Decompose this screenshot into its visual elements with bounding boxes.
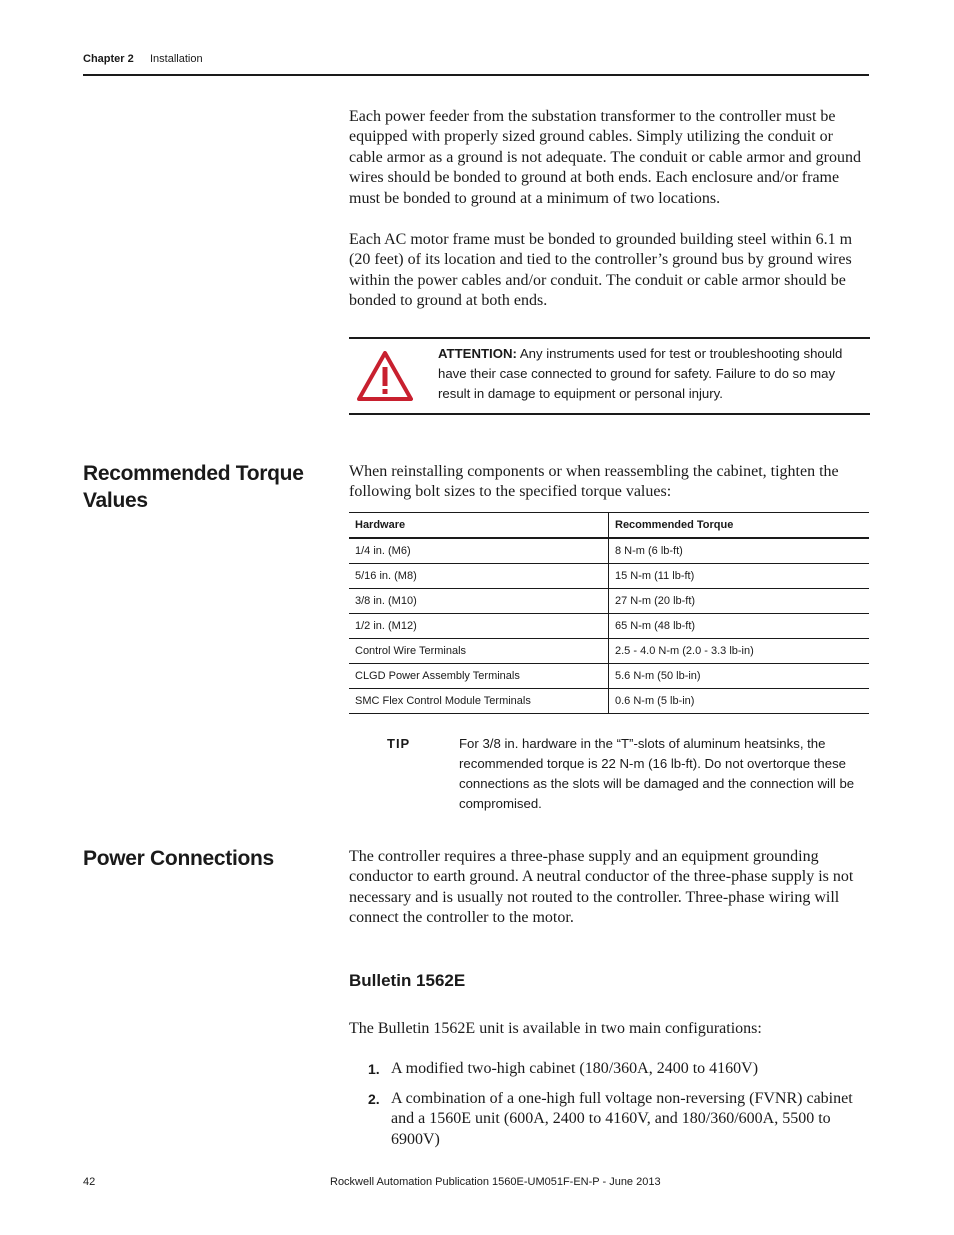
torque-cell: 27 N-m (20 lb-ft)	[609, 589, 870, 614]
torque-cell: 2.5 - 4.0 N-m (2.0 - 3.3 lb-in)	[609, 639, 870, 664]
grounding-paragraph-2: Each AC motor frame must be bonded to grounded building steel within 6.1 m (20 feet) of its location and tied to the controller’s ground bus by ground wires within the power cables and/or conduit. The conduit or cable armor should be bonded to ground at both ends.	[349, 231, 853, 310]
table-row	[349, 538, 869, 564]
power-heading: Power Connections	[83, 847, 274, 870]
hardware-cell: 1/4 in. (M6)	[349, 538, 609, 564]
column-header-torque: Recommended Torque	[609, 513, 870, 539]
table-row	[349, 639, 869, 664]
table-row	[349, 564, 869, 589]
column-header-hardware: Hardware	[349, 513, 609, 539]
hardware-cell: SMC Flex Control Module Terminals	[349, 689, 609, 714]
hardware-cell: Control Wire Terminals	[349, 639, 609, 664]
torque-heading: Recommended Torque Values	[83, 462, 304, 512]
publication-info: Rockwell Automation Publication 1560E-UM051F-EN-P - June 2013	[330, 1176, 661, 1188]
list-text: A modified two-high cabinet (180/360A, 2400 to 4160V)	[391, 1060, 759, 1077]
tip-text: For 3/8 in. hardware in the “T”-slots of aluminum heatsinks, the recommended torque is 22 N-m (16 lb-ft). Do not overtorque these connections as the slots will be damaged and the connection will be compromised.	[459, 736, 855, 811]
hardware-cell: 5/16 in. (M8)	[349, 564, 609, 589]
attention-label: ATTENTION:	[438, 346, 517, 361]
torque-cell: 5.6 N-m (50 lb-in)	[609, 664, 870, 689]
tip-label: TIP	[387, 736, 411, 751]
attention-box	[349, 337, 870, 415]
grounding-paragraph-1: Each power feeder from the substation transformer to the controller must be equipped with properly sized ground cables. Simply utilizing the conduit or cable armor as a ground is not adequate. The conduit or cable armor and ground wires should be bonded to ground at both ends. Each enclosure and/or frame must be bonded to ground at a minimum of two locations.	[349, 108, 861, 207]
list-number: 1.	[368, 1061, 380, 1077]
table-row	[349, 664, 869, 689]
table-row	[349, 589, 869, 614]
hardware-cell: CLGD Power Assembly Terminals	[349, 664, 609, 689]
table-header-row	[349, 513, 869, 539]
attention-message: Any instruments used for test or troubleshooting should have their case connected to ground for safety. Failure to do so may result in damage to equipment or personal injury.	[438, 346, 843, 401]
table-row	[349, 614, 869, 639]
section-label: Installation	[150, 53, 203, 65]
hardware-cell: 3/8 in. (M10)	[349, 589, 609, 614]
header-rule	[83, 74, 869, 76]
torque-cell: 15 N-m (11 lb-ft)	[609, 564, 870, 589]
bulletin-intro: The Bulletin 1562E unit is available in two main configurations:	[349, 1020, 762, 1037]
table-row	[349, 689, 869, 714]
list-text: A combination of a one-high full voltage non-reversing (FVNR) cabinet and a 1560E unit (600A, 2400 to 4160V, and 180/360/600A, 5500 to 6900V)	[391, 1090, 853, 1148]
bulletin-subheading: Bulletin 1562E	[349, 971, 466, 990]
chapter-label: Chapter 2	[83, 53, 134, 65]
torque-cell: 8 N-m (6 lb-ft)	[609, 538, 870, 564]
page-number: 42	[83, 1176, 96, 1188]
torque-table	[349, 512, 869, 714]
warning-triangle-icon	[357, 351, 413, 401]
torque-cell: 0.6 N-m (5 lb-in)	[609, 689, 870, 714]
torque-cell: 65 N-m (48 lb-ft)	[609, 614, 870, 639]
torque-intro: When reinstalling components or when reassembling the cabinet, tighten the following bolt sizes to the specified torque values:	[349, 463, 839, 501]
power-intro: The controller requires a three-phase supply and an equipment grounding conductor to earth ground. A neutral conductor of the three-phase supply is not necessary and is usually not routed to the controller. Three-phase wiring will connect the controller to the motor.	[349, 848, 854, 927]
running-header	[83, 53, 869, 75]
attention-text	[438, 344, 863, 404]
list-number: 2.	[368, 1091, 380, 1107]
hardware-cell: 1/2 in. (M12)	[349, 614, 609, 639]
